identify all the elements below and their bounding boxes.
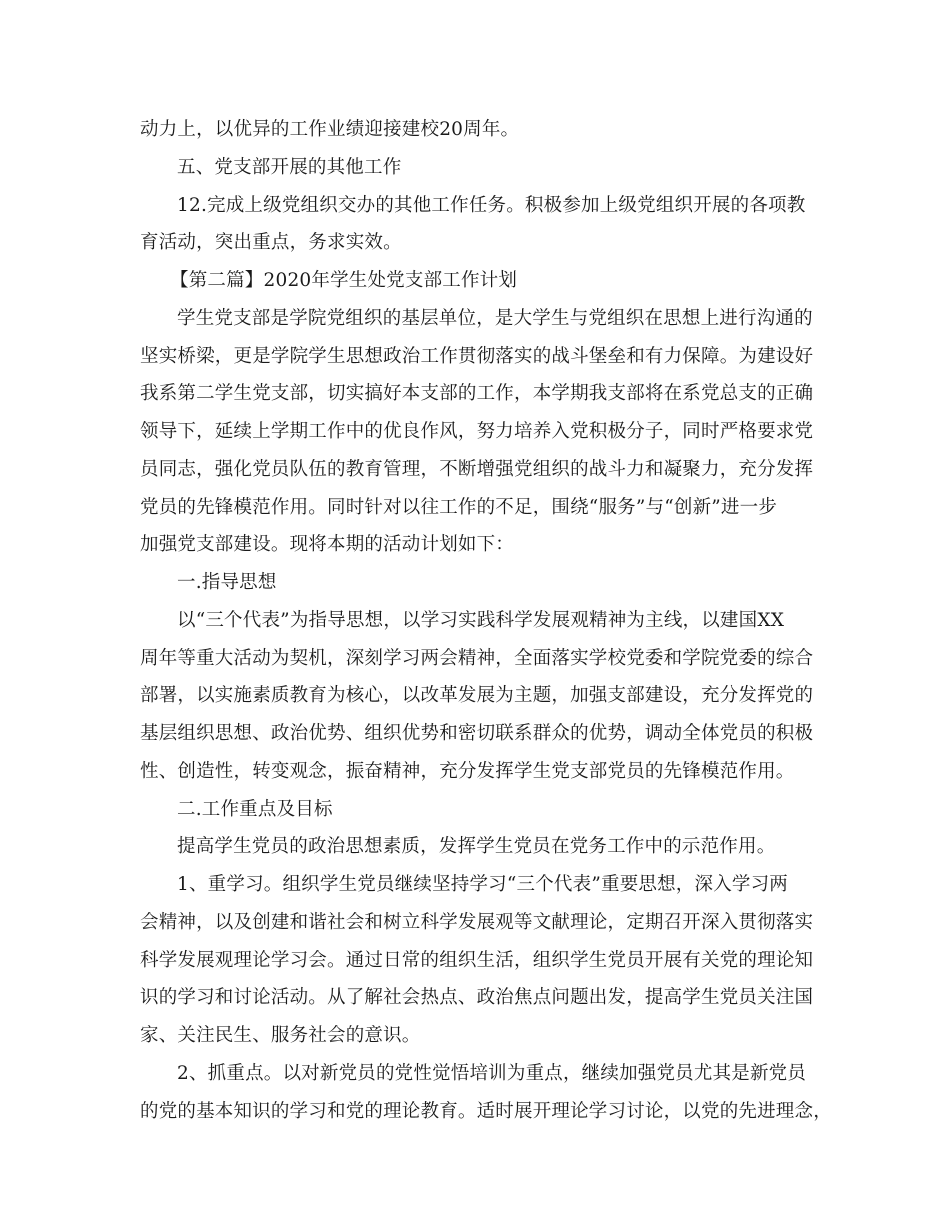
- section-heading-guiding-thought: 一.指导思想: [177, 572, 277, 593]
- section-heading-work-focus: 二.工作重点及目标: [177, 799, 333, 820]
- text-line: 党员的先锋模范作用。同时针对以往工作的不足，围绕“服务”与“创新”进一步: [140, 497, 778, 518]
- text-line: 会精神，以及创建和谐社会和树立科学发展观等文献理论，定期召开深入贯彻落实: [140, 912, 814, 933]
- text-line: 12.完成上级党组织交办的其他工作任务。积极参加上级党组织开展的各项教: [177, 195, 806, 216]
- text-line: 动力上，以优异的工作业绩迎接建校20周年。: [140, 119, 520, 140]
- text-line: 领导下，延续上学期工作中的优良作风，努力培养入党积极分子，同时严格要求党: [140, 421, 814, 442]
- text-line: 家、关注民生、服务社会的意识。: [140, 1025, 421, 1046]
- section-heading-other-work: 五、党支部开展的其他工作: [177, 157, 402, 178]
- text-line: 坚实桥梁，更是学院学生思想政治工作贯彻落实的战斗堡垒和有力保障。为建设好: [140, 346, 814, 367]
- text-line: 以“三个代表”为指导思想，以学习实践科学发展观精神为主线，以建国XX: [177, 610, 785, 631]
- text-line: 性、创造性，转变观念，振奋精神，充分发挥学生党支部党员的先锋模范作用。: [140, 761, 795, 782]
- text-line: 1、重学习。组织学生党员继续坚持学习“三个代表”重要思想，深入学习两: [177, 874, 788, 895]
- text-line: 员同志，强化党员队伍的教育管理，不断增强党组织的战斗力和凝聚力，充分发挥: [140, 459, 814, 480]
- text-line: 2、抓重点。以对新党员的党性觉悟培训为重点，继续加强党员尤其是新党员: [177, 1063, 807, 1084]
- text-line: 提高学生党员的政治思想素质，发挥学生党员在党务工作中的示范作用。: [177, 836, 776, 857]
- text-line: 科学发展观理论学习会。通过日常的组织生活，组织学生党员开展有关党的理论知: [140, 950, 814, 971]
- text-line: 周年等重大活动为契机，深刻学习两会精神，全面落实学校党委和学院党委的综合: [140, 648, 814, 669]
- text-line: 基层组织思想、政治优势、组织优势和密切联系群众的优势，调动全体党员的积极: [140, 723, 814, 744]
- text-line: 学生党支部是学院党组织的基层单位，是大学生与党组织在思想上进行沟通的: [177, 308, 813, 329]
- text-line: 识的学习和讨论活动。从了解社会热点、政治焦点问题出发，提高学生党员关注国: [140, 987, 814, 1008]
- text-line: 加强党支部建设。现将本期的活动计划如下：: [140, 534, 515, 555]
- text-line: 的党的基本知识的学习和党的理论教育。适时展开理论学习讨论，以党的先进理念，: [140, 1101, 832, 1122]
- article-title-second: 【第二篇】2020年学生处党支部工作计划: [170, 270, 518, 291]
- text-line: 我系第二学生党支部，切实搞好本支部的工作，本学期我支部将在系党总支的正确: [140, 383, 814, 404]
- text-line: 育活动，突出重点，务求实效。: [140, 232, 402, 253]
- text-line: 部署，以实施素质教育为核心，以改革发展为主题，加强支部建设，充分发挥党的: [140, 685, 814, 706]
